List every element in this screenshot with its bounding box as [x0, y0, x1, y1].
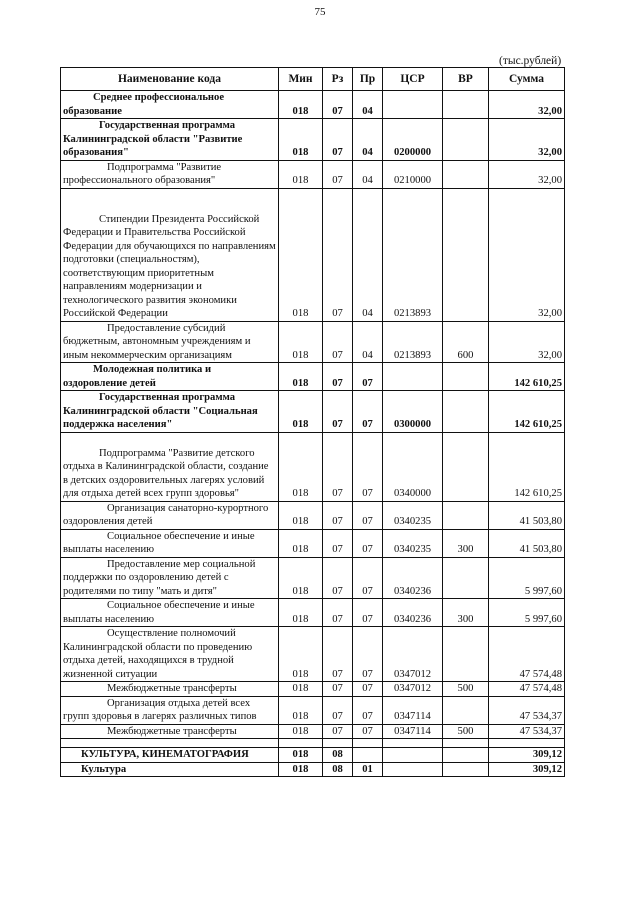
row-csr: 0340235 — [383, 529, 443, 557]
row-vr — [443, 501, 489, 529]
table-row — [61, 188, 565, 321]
row-vr — [443, 696, 489, 724]
row-csr: 0340236 — [383, 599, 443, 627]
row-vr — [443, 557, 489, 599]
row-sum: 32,00 — [489, 188, 565, 321]
table-row — [61, 682, 565, 697]
table-row — [61, 363, 565, 391]
row-rz: 07 — [323, 682, 353, 697]
row-name: Подпрограмма "Развитие детского отдыха в Калининградской области, создание в детских оздоровительных лагерях условий для отдыха детей всех групп здоровья" — [61, 432, 279, 501]
row-pr: 04 — [353, 91, 383, 119]
table-row — [61, 627, 565, 682]
row-csr: 0347012 — [383, 627, 443, 682]
row-name: Межбюджетные трансферты — [61, 724, 279, 739]
row-sum: 309,12 — [489, 748, 565, 763]
table-row — [61, 724, 565, 739]
row-vr — [443, 391, 489, 433]
header-pr: Пр — [353, 68, 383, 91]
row-min: 018 — [279, 119, 323, 161]
row-csr — [383, 91, 443, 119]
row-csr: 0340000 — [383, 432, 443, 501]
row-pr: 07 — [353, 599, 383, 627]
table-row — [61, 321, 565, 363]
row-rz: 07 — [323, 529, 353, 557]
row-rz: 07 — [323, 160, 353, 188]
row-csr: 0347114 — [383, 724, 443, 739]
row-vr: 300 — [443, 599, 489, 627]
row-pr — [353, 748, 383, 763]
row-sum: 47 574,48 — [489, 627, 565, 682]
row-min: 018 — [279, 762, 323, 777]
header-rz: Рз — [323, 68, 353, 91]
row-rz: 07 — [323, 432, 353, 501]
row-name: Предоставление субсидий бюджетным, автономным учреждениям и иным некоммерческим организациям — [61, 321, 279, 363]
row-name: Осуществление полномочий Калининградской области по проведению отдыха детей, находящихся в трудной жизненной ситуации — [61, 627, 279, 682]
row-pr: 07 — [353, 363, 383, 391]
row-min: 018 — [279, 599, 323, 627]
budget-table — [60, 67, 565, 777]
row-sum: 32,00 — [489, 91, 565, 119]
row-pr: 07 — [353, 557, 383, 599]
row-sum: 32,00 — [489, 119, 565, 161]
row-vr — [443, 762, 489, 777]
row-csr: 0340235 — [383, 501, 443, 529]
row-sum: 47 574,48 — [489, 682, 565, 697]
row-rz: 07 — [323, 321, 353, 363]
row-pr: 04 — [353, 160, 383, 188]
row-min: 018 — [279, 91, 323, 119]
row-name: Стипендии Президента Российской Федерации и Правительства Российской Федерации для обучающихся по направлениям подготовки (специальностям), соответствующим приоритетным направлениям модернизации и технологического развития экономики Российской Федерации — [61, 188, 279, 321]
table-row — [61, 391, 565, 433]
table-row — [61, 119, 565, 161]
table-row — [61, 529, 565, 557]
row-csr: 0213893 — [383, 188, 443, 321]
row-vr — [443, 160, 489, 188]
row-name: Межбюджетные трансферты — [61, 682, 279, 697]
table-row — [61, 599, 565, 627]
header-min: Мин — [279, 68, 323, 91]
row-rz: 07 — [323, 724, 353, 739]
row-vr: 500 — [443, 724, 489, 739]
row-pr: 07 — [353, 529, 383, 557]
row-min: 018 — [279, 432, 323, 501]
row-vr — [443, 432, 489, 501]
row-rz: 07 — [323, 91, 353, 119]
row-sum: 142 610,25 — [489, 432, 565, 501]
row-name: Государственная программа Калининградской области "Развитие образования" — [61, 119, 279, 161]
row-sum: 32,00 — [489, 321, 565, 363]
row-sum: 309,12 — [489, 762, 565, 777]
row-csr: 0213893 — [383, 321, 443, 363]
spacer-row — [61, 739, 565, 748]
table-row — [61, 160, 565, 188]
row-csr: 0347114 — [383, 696, 443, 724]
row-sum: 142 610,25 — [489, 391, 565, 433]
row-pr: 07 — [353, 724, 383, 739]
table-row — [61, 762, 565, 777]
row-min: 018 — [279, 682, 323, 697]
row-sum: 32,00 — [489, 160, 565, 188]
row-sum: 47 534,37 — [489, 724, 565, 739]
page-number: 75 — [314, 6, 326, 18]
row-rz: 07 — [323, 188, 353, 321]
row-min: 018 — [279, 724, 323, 739]
row-rz: 08 — [323, 748, 353, 763]
row-vr — [443, 363, 489, 391]
row-sum: 5 997,60 — [489, 599, 565, 627]
row-pr: 07 — [353, 696, 383, 724]
row-min: 018 — [279, 529, 323, 557]
row-name: Организация отдыха детей всех групп здоровья в лагерях различных типов — [61, 696, 279, 724]
table-row — [61, 748, 565, 763]
row-csr: 0347012 — [383, 682, 443, 697]
row-vr: 600 — [443, 321, 489, 363]
row-pr: 01 — [353, 762, 383, 777]
table-row — [61, 501, 565, 529]
table-row — [61, 91, 565, 119]
header-vr: ВР — [443, 68, 489, 91]
row-name: Молодежная политика и оздоровление детей — [61, 363, 279, 391]
table-header-row — [61, 68, 565, 91]
row-sum: 41 503,80 — [489, 501, 565, 529]
row-rz: 07 — [323, 119, 353, 161]
header-sum: Сумма — [489, 68, 565, 91]
table-row — [61, 696, 565, 724]
header-csr: ЦСР — [383, 68, 443, 91]
row-min: 018 — [279, 557, 323, 599]
row-sum: 142 610,25 — [489, 363, 565, 391]
row-name: КУЛЬТУРА, КИНЕМАТОГРАФИЯ — [61, 748, 279, 763]
row-rz: 07 — [323, 599, 353, 627]
row-vr — [443, 748, 489, 763]
row-vr — [443, 627, 489, 682]
row-csr: 0300000 — [383, 391, 443, 433]
row-name: Предоставление мер социальной поддержки по оздоровлению детей с родителями по типу "мать и дитя" — [61, 557, 279, 599]
row-vr: 300 — [443, 529, 489, 557]
row-vr — [443, 91, 489, 119]
row-min: 018 — [279, 391, 323, 433]
row-sum: 5 997,60 — [489, 557, 565, 599]
row-pr: 04 — [353, 119, 383, 161]
row-min: 018 — [279, 188, 323, 321]
row-vr: 500 — [443, 682, 489, 697]
row-rz: 07 — [323, 363, 353, 391]
row-vr — [443, 119, 489, 161]
row-pr: 04 — [353, 321, 383, 363]
units-label: (тыс.рублей) — [499, 55, 562, 67]
row-name: Организация санаторно-курортного оздоровления детей — [61, 501, 279, 529]
row-csr — [383, 762, 443, 777]
row-sum: 47 534,37 — [489, 696, 565, 724]
row-pr: 07 — [353, 501, 383, 529]
header-name: Наименование кода — [61, 68, 279, 91]
row-pr: 07 — [353, 682, 383, 697]
row-vr — [443, 188, 489, 321]
row-pr: 07 — [353, 432, 383, 501]
row-csr — [383, 363, 443, 391]
row-min: 018 — [279, 696, 323, 724]
row-min: 018 — [279, 627, 323, 682]
row-name: Культура — [61, 762, 279, 777]
row-csr: 0340236 — [383, 557, 443, 599]
row-pr: 07 — [353, 391, 383, 433]
table-row — [61, 557, 565, 599]
row-name: Подпрограмма "Развитие профессионального образования" — [61, 160, 279, 188]
row-min: 018 — [279, 501, 323, 529]
row-pr: 04 — [353, 188, 383, 321]
row-rz: 07 — [323, 696, 353, 724]
row-csr: 0200000 — [383, 119, 443, 161]
row-rz: 07 — [323, 627, 353, 682]
row-rz: 07 — [323, 391, 353, 433]
row-rz: 08 — [323, 762, 353, 777]
row-name: Среднее профессиональное образование — [61, 91, 279, 119]
row-pr: 07 — [353, 627, 383, 682]
row-sum: 41 503,80 — [489, 529, 565, 557]
row-name: Социальное обеспечение и иные выплаты населению — [61, 599, 279, 627]
row-min: 018 — [279, 321, 323, 363]
row-rz: 07 — [323, 501, 353, 529]
row-name: Социальное обеспечение и иные выплаты населению — [61, 529, 279, 557]
row-min: 018 — [279, 363, 323, 391]
table-row — [61, 432, 565, 501]
row-name: Государственная программа Калининградской области "Социальная поддержка населения" — [61, 391, 279, 433]
row-csr — [383, 748, 443, 763]
row-csr: 0210000 — [383, 160, 443, 188]
row-rz: 07 — [323, 557, 353, 599]
row-min: 018 — [279, 748, 323, 763]
row-min: 018 — [279, 160, 323, 188]
